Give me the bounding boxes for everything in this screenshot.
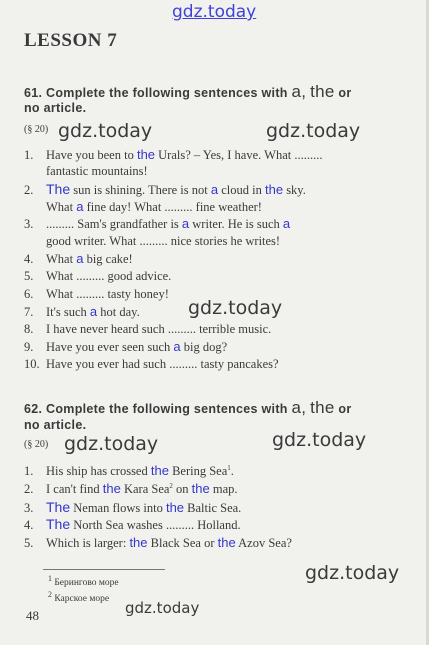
answer-fill: a bbox=[210, 182, 219, 197]
answer-fill: a bbox=[76, 199, 84, 214]
answer-fill: the bbox=[150, 463, 169, 478]
exercise-61-sentence-1: 1. Have you been to the Urals? – Yes, I have. What ......... bbox=[24, 147, 323, 162]
exercise-61-sentence-7: 7. It's such a hot day. bbox=[24, 304, 140, 319]
exercise-61-sentence-2-cont: What a fine day! What ......... fine weather! bbox=[46, 199, 262, 214]
exercise-62-sentence-2: 2. I can't find the Kara Sea$^2$ on the map. bbox=[24, 481, 238, 496]
exercise-61-sentence-5: 5. What ......... good advice. bbox=[24, 269, 172, 283]
answer-fill: the bbox=[129, 535, 148, 550]
exercise-61-sentence-3-cont: good writer. What ......... nice stories he writes! bbox=[46, 234, 281, 248]
watermark: gdz.today bbox=[272, 429, 367, 451]
answer-fill: a bbox=[76, 251, 84, 266]
exercise-62-title: 62. Complete the following sentences with a, the or bbox=[24, 398, 352, 417]
answer-fill: the bbox=[264, 182, 284, 197]
answer-fill: the bbox=[217, 535, 236, 550]
exercise-61-sentence-2: 2. The sun is shining. There is not a cloud in the sky. bbox=[24, 181, 306, 197]
exercise-61-sentence-4: 4. What a big cake! bbox=[24, 251, 133, 266]
exercise-61-sentence-9: 9. Have you ever seen such a big dog? bbox=[24, 339, 228, 354]
exercise-62-sentence-1: 1. His ship has crossed the Bering Sea$^1$. bbox=[24, 463, 234, 478]
watermark-top[interactable]: gdz.today bbox=[172, 2, 257, 22]
footnote-divider bbox=[43, 569, 165, 570]
answer-fill: a bbox=[181, 216, 190, 231]
answer-fill: the bbox=[102, 481, 121, 496]
exercise-62-sentence-3: 3. The Neman flows into the Baltic Sea. bbox=[24, 499, 242, 515]
answer-fill: The bbox=[46, 181, 71, 197]
answer-fill: the bbox=[136, 147, 156, 162]
exercise-61-sentence-6: 6. What ......... tasty honey! bbox=[24, 287, 169, 301]
answer-fill: the bbox=[165, 500, 185, 515]
exercise-62-sentence-5: 5. Which is larger: the Black Sea or the Azov Sea? bbox=[24, 535, 292, 550]
footnote-1: $^1$ Берингово море bbox=[48, 574, 119, 589]
answer-fill: The bbox=[46, 516, 71, 532]
exercise-62-title-cont: no article. bbox=[24, 418, 87, 432]
watermark: gdz.today bbox=[125, 599, 200, 617]
exercise-61-title: 61. Complete the following sentences with a, the or bbox=[24, 82, 352, 101]
answer-fill: a bbox=[173, 339, 181, 354]
answer-fill: The bbox=[46, 499, 71, 515]
answer-fill: a bbox=[282, 216, 291, 231]
exercise-61-title-cont: no article. bbox=[24, 101, 87, 115]
page-number: 48 bbox=[26, 608, 39, 623]
exercise-61-sentence-3: 3. ......... Sam's grandfather is a writer. He is such a bbox=[24, 216, 291, 231]
answer-fill: a bbox=[89, 304, 98, 319]
watermark: gdz.today bbox=[58, 120, 153, 142]
exercise-61-sentence-10: 10. Have you ever had such ......... tasty pancakes? bbox=[24, 357, 279, 371]
exercise-61-ref: (§ 20) bbox=[24, 124, 49, 135]
lesson-heading: LESSON 7 bbox=[24, 30, 118, 51]
exercise-62-sentence-4: 4. The North Sea washes ......... Holland. bbox=[24, 516, 241, 532]
watermark: gdz.today bbox=[266, 120, 361, 142]
watermark: gdz.today bbox=[188, 297, 283, 319]
exercise-61-sentence-8: 8. I have never heard such ......... terrible music. bbox=[24, 322, 272, 336]
watermark: gdz.today bbox=[64, 433, 159, 455]
watermark: gdz.today bbox=[305, 562, 400, 584]
answer-fill: the bbox=[191, 481, 210, 496]
footnote-2: $^2$ Карское море bbox=[48, 590, 110, 605]
exercise-61-sentence-1-cont: fantastic mountains! bbox=[46, 164, 148, 178]
exercise-62-ref: (§ 20) bbox=[24, 439, 49, 450]
